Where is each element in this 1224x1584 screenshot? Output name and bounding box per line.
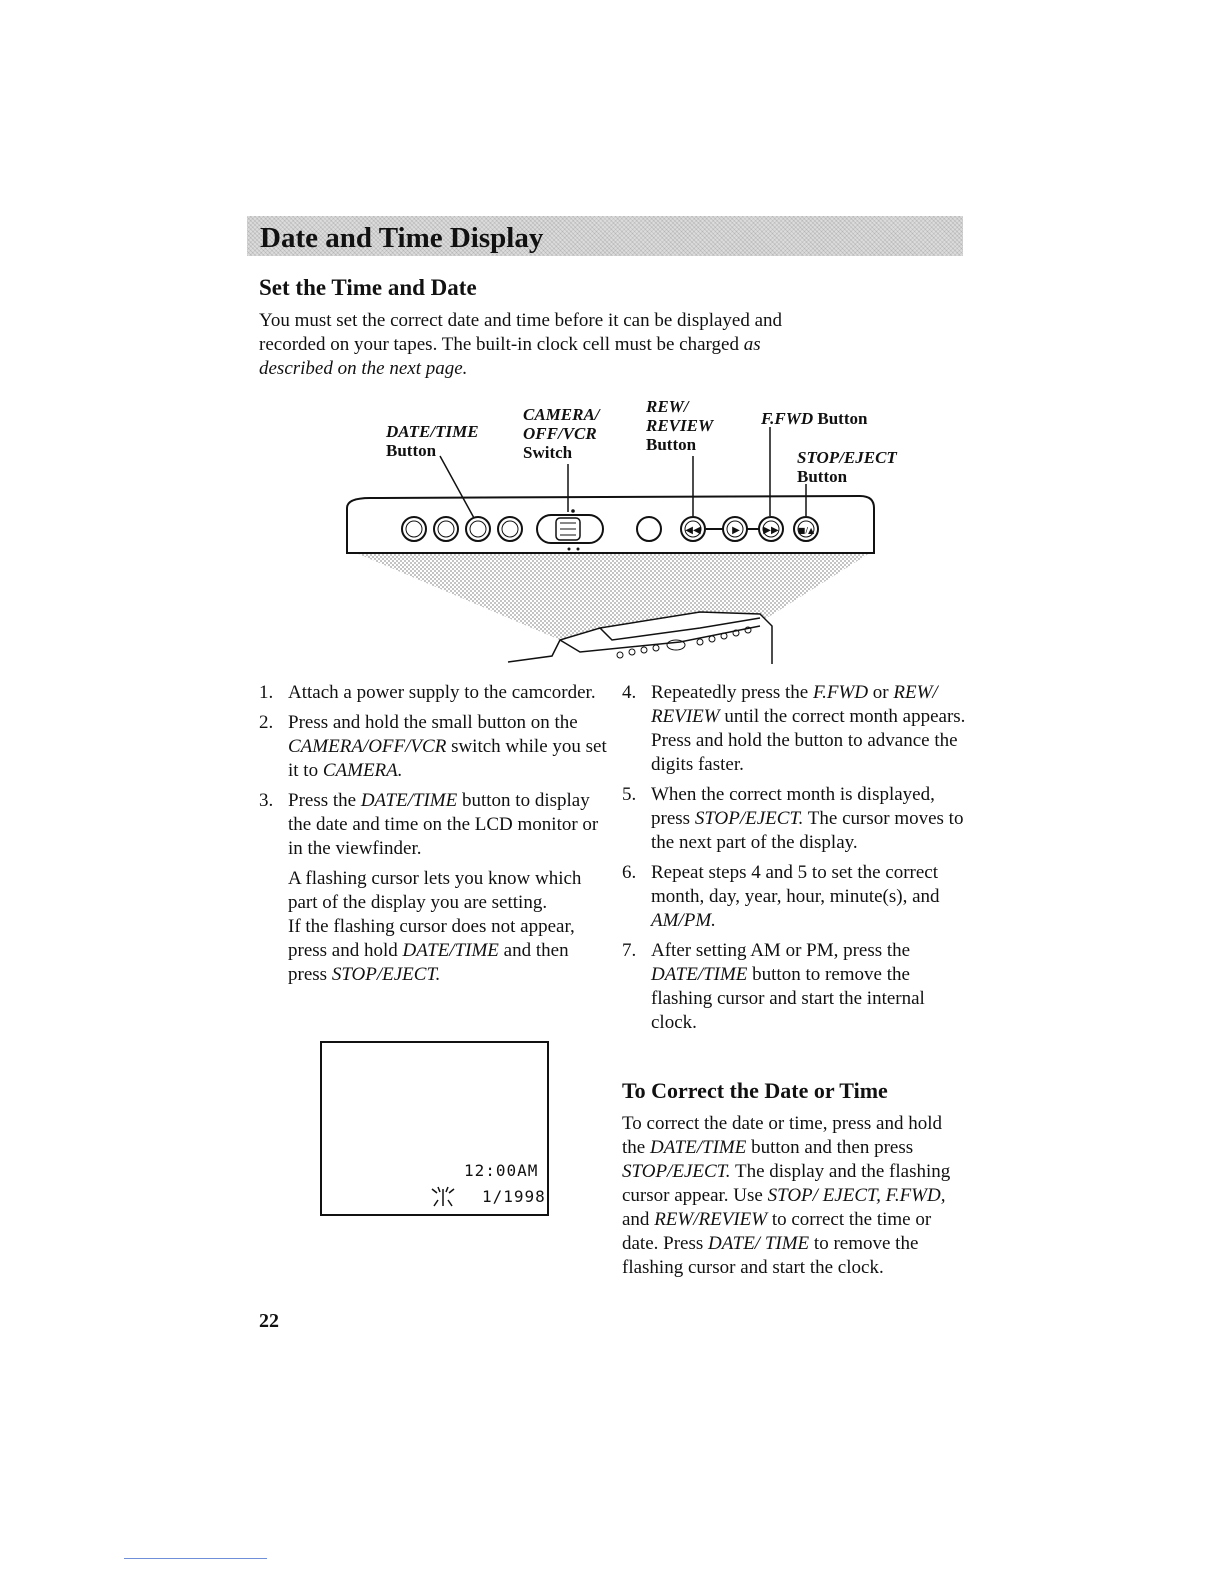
flashing-cursor-icon: [428, 1180, 458, 1210]
stop-eject-icon: ■/▲: [797, 526, 815, 535]
correct-heading: To Correct the Date or Time: [622, 1078, 888, 1103]
step-6: 6. Repeat steps 4 and 5 to set the correct month, day, year, hour, minute(s), and AM/PM.: [622, 862, 940, 931]
label-ffwd: F.FWD Button: [761, 409, 868, 428]
lcd-date: 1/1998: [482, 1187, 546, 1206]
steps-left-column: [259, 681, 609, 993]
correct-paragraph: To correct the date or time, press and hold the DATE/TIME button and then press STOP/EJECT. The display and the flashing cursor appear. Use STOP/ EJECT, F.FWD, and REW/REVIEW to correct the time or date. Press DATE/ TIME to remove the flashing cursor and start the clock.: [622, 1113, 951, 1278]
steps-right-column: [622, 681, 972, 1041]
bottom-rule: [124, 1558, 267, 1559]
set-time-date-heading: Set the Time and Date: [259, 275, 477, 300]
steps-list-left: [259, 681, 609, 987]
step-5: 5. When the correct month is displayed, press STOP/EJECT. The cursor moves to the next part of the display.: [622, 784, 964, 853]
steps-list-right: [622, 681, 972, 1035]
round-button-5: [637, 517, 661, 541]
lcd-time: 12:00AM: [464, 1161, 539, 1180]
section-title: Date and Time Display: [260, 222, 544, 254]
step-3-note-fallback: If the flashing cursor does not appear, press and hold DATE/TIME and then press STOP/EJECT.: [288, 916, 575, 985]
step-3-note-cursor: A flashing cursor lets you know which part of the display you are setting.: [288, 868, 582, 913]
step-4: 4. Repeatedly press the F.FWD or REW/ REVIEW until the correct month appears. Press and hold the button to advance the digits faster.: [622, 682, 966, 775]
step-7: 7. After setting AM or PM, press the DATE/TIME button to remove the flashing cursor and start the internal clock.: [622, 940, 925, 1033]
page-number: 22: [259, 1310, 279, 1332]
camcorder-controls-diagram: [340, 392, 960, 672]
intro-italic: as described on the next page.: [259, 334, 761, 379]
intro-text: You must set the correct date and time before it can be displayed and recorded on your tapes. The built-in clock cell must be charged: [259, 310, 783, 355]
step-3: 3. Press the DATE/TIME button to display the date and time on the LCD monitor or in the viewfinder. A flashing cursor lets you know which part of the display you are setting. If the flashing cursor does not appear, press and hold DATE/TIME and then press STOP/EJECT.: [259, 789, 609, 987]
label-stop-eject: STOP/EJECT Button: [797, 448, 897, 486]
label-rew-review: REW/ REVIEW Button: [646, 397, 714, 454]
fast-forward-icon: ▶▶: [763, 525, 779, 536]
play-icon: ▶: [732, 525, 740, 536]
intro-paragraph: [259, 309, 839, 381]
label-camera-switch: CAMERA/ OFF/VCR Switch: [523, 405, 600, 462]
step-2: 2. Press and hold the small button on the CAMERA/OFF/VCR switch while you set it to CAMERA.: [259, 712, 607, 781]
rewind-icon: ◀◀: [685, 525, 701, 536]
label-datetime: DATE/TIME Button: [386, 422, 479, 460]
step-1: 1. Attach a power supply to the camcorder.: [259, 682, 596, 703]
